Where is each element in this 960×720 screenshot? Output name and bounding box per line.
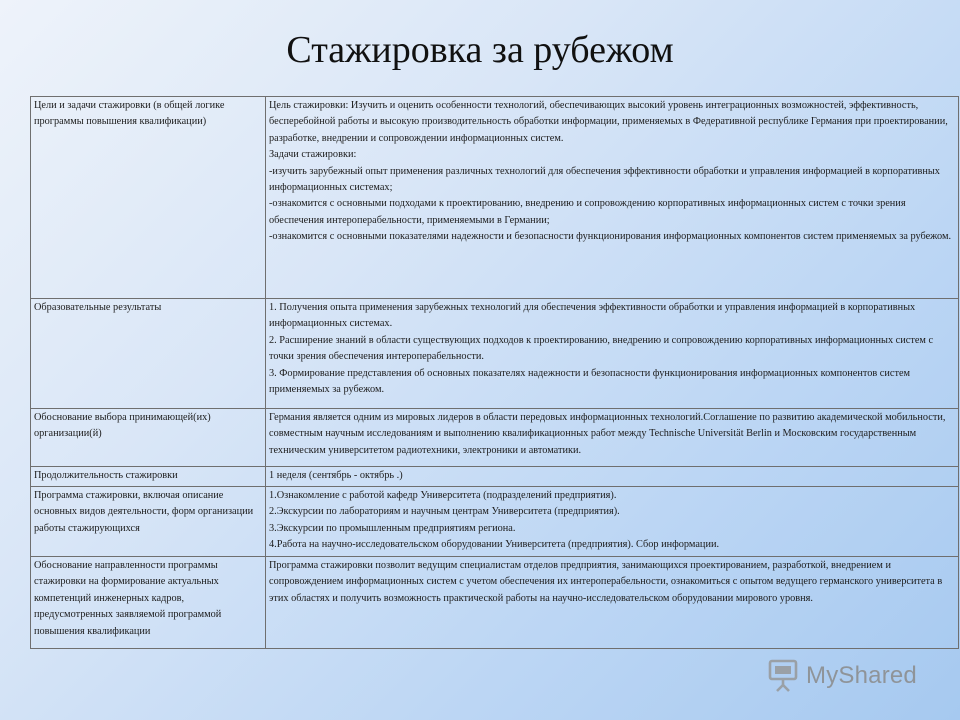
table-row	[31, 97, 959, 299]
row-content	[266, 557, 959, 649]
content-line: Программа стажировки позволит ведущим специалистам отделов предприятия, занимающихся проектированием, разработкой, внедрением и сопровождением информационных систем с учетом обеспечения их интероперабельности, ознакомиться с опытом ведущего германского университета в этих областях и получить возможность практической работы на научно-исследовательском оборудовании мирового уровня.	[269, 560, 943, 604]
table-row	[31, 299, 959, 409]
content-line: 4.Работа на научно-исследовательском оборудовании Университета (предприятия). Сбор информации.	[269, 539, 720, 551]
content-line: Цель стажировки: Изучить и оценить особенности технологий, обеспечивающих высокий уровень интеграционных возможностей, эффективность, бесперебойной работы и высокую производительность обработки информации, применяемых в Федеративной республике Германия при проектировании, разработке, внедрении и сопровождении информационных систем.	[269, 100, 948, 144]
row-label: Обоснование выбора принимающей(их) организации(й)	[31, 409, 266, 467]
slide-title: Стажировка за рубежом	[286, 29, 674, 71]
row-label: Цели и задачи стажировки (в общей логике программы повышения квалификации)	[31, 97, 266, 299]
row-content	[266, 97, 959, 299]
presentation-board-icon	[766, 659, 800, 693]
internship-table	[30, 96, 959, 649]
table-row	[31, 557, 959, 649]
content-line: -ознакомится с основными подходами к проектированию, внедрению и сопровождению корпоративных информационных систем с точки зрения обеспечения интероперабельности, применяемыми в Германии;	[269, 198, 906, 226]
content-line: Задачи стажировки:	[269, 149, 357, 161]
row-content	[266, 299, 959, 409]
row-label: Образовательные результаты	[31, 299, 266, 409]
brand-name: MyShared	[806, 662, 917, 689]
content-line: 2. Расширение знаний в области существующих подходов к проектированию, внедрению и сопровождению корпоративных информационных систем с точки зрения обеспечения интероперабельности.	[269, 334, 934, 363]
content-line: -изучить зарубежный опыт применения различных технологий для обеспечения эффективности обработки и управления информацией в корпоративных информационных системах;	[269, 165, 940, 194]
content-line: 1. Получения опыта применения зарубежных технологий для обеспечения эффективности обработки и управления информацией в корпоративных информационных системах.	[269, 302, 916, 330]
row-label: Программа стажировки, включая описание основных видов деятельности, форм организации работы стажирующихся	[31, 487, 266, 557]
table-row	[31, 409, 959, 467]
content-line: Германия является одним из мировых лидеров в области передовых информационных технологий.Соглашение по развитию академической мобильности, совместным научным исследованиям и выполнению квалификационных работ между Technische Universität Berlin и Московским государственным техническим университетом радиотехники, электроники и автоматики.	[269, 412, 946, 456]
content-line: 3. Формирование представления об основных показателях надежности и безопасности функционирования информационных компонентов систем применяемых за рубежом.	[269, 367, 911, 396]
content-line: 1 неделя (сентябрь - октябрь .)	[269, 470, 403, 481]
row-content	[266, 487, 959, 557]
content-line: 3.Экскурсии по промышленным предприятиям региона.	[269, 522, 516, 534]
table-row	[31, 467, 959, 487]
content-line: -ознакомится с основными показателями надежности и безопасности функционирования информационных компонентов систем применяемых за рубежом.	[269, 231, 952, 243]
row-content	[266, 409, 959, 467]
row-content	[266, 467, 959, 487]
content-line: 2.Экскурсии по лабораториям и научным центрам Университета (предприятия).	[269, 506, 620, 518]
row-label: Продолжительность стажировки	[31, 467, 266, 487]
myshared-logo	[766, 656, 917, 696]
content-line: 1.Ознакомление с работой кафедр Университета (подразделений предприятия).	[269, 490, 617, 501]
row-label: Обоснование направленности программы стажировки на формирование актуальных компетенций инженерных кадров, предусмотренных заявляемой программой повышения квалификации	[31, 557, 266, 649]
table-row	[31, 487, 959, 557]
